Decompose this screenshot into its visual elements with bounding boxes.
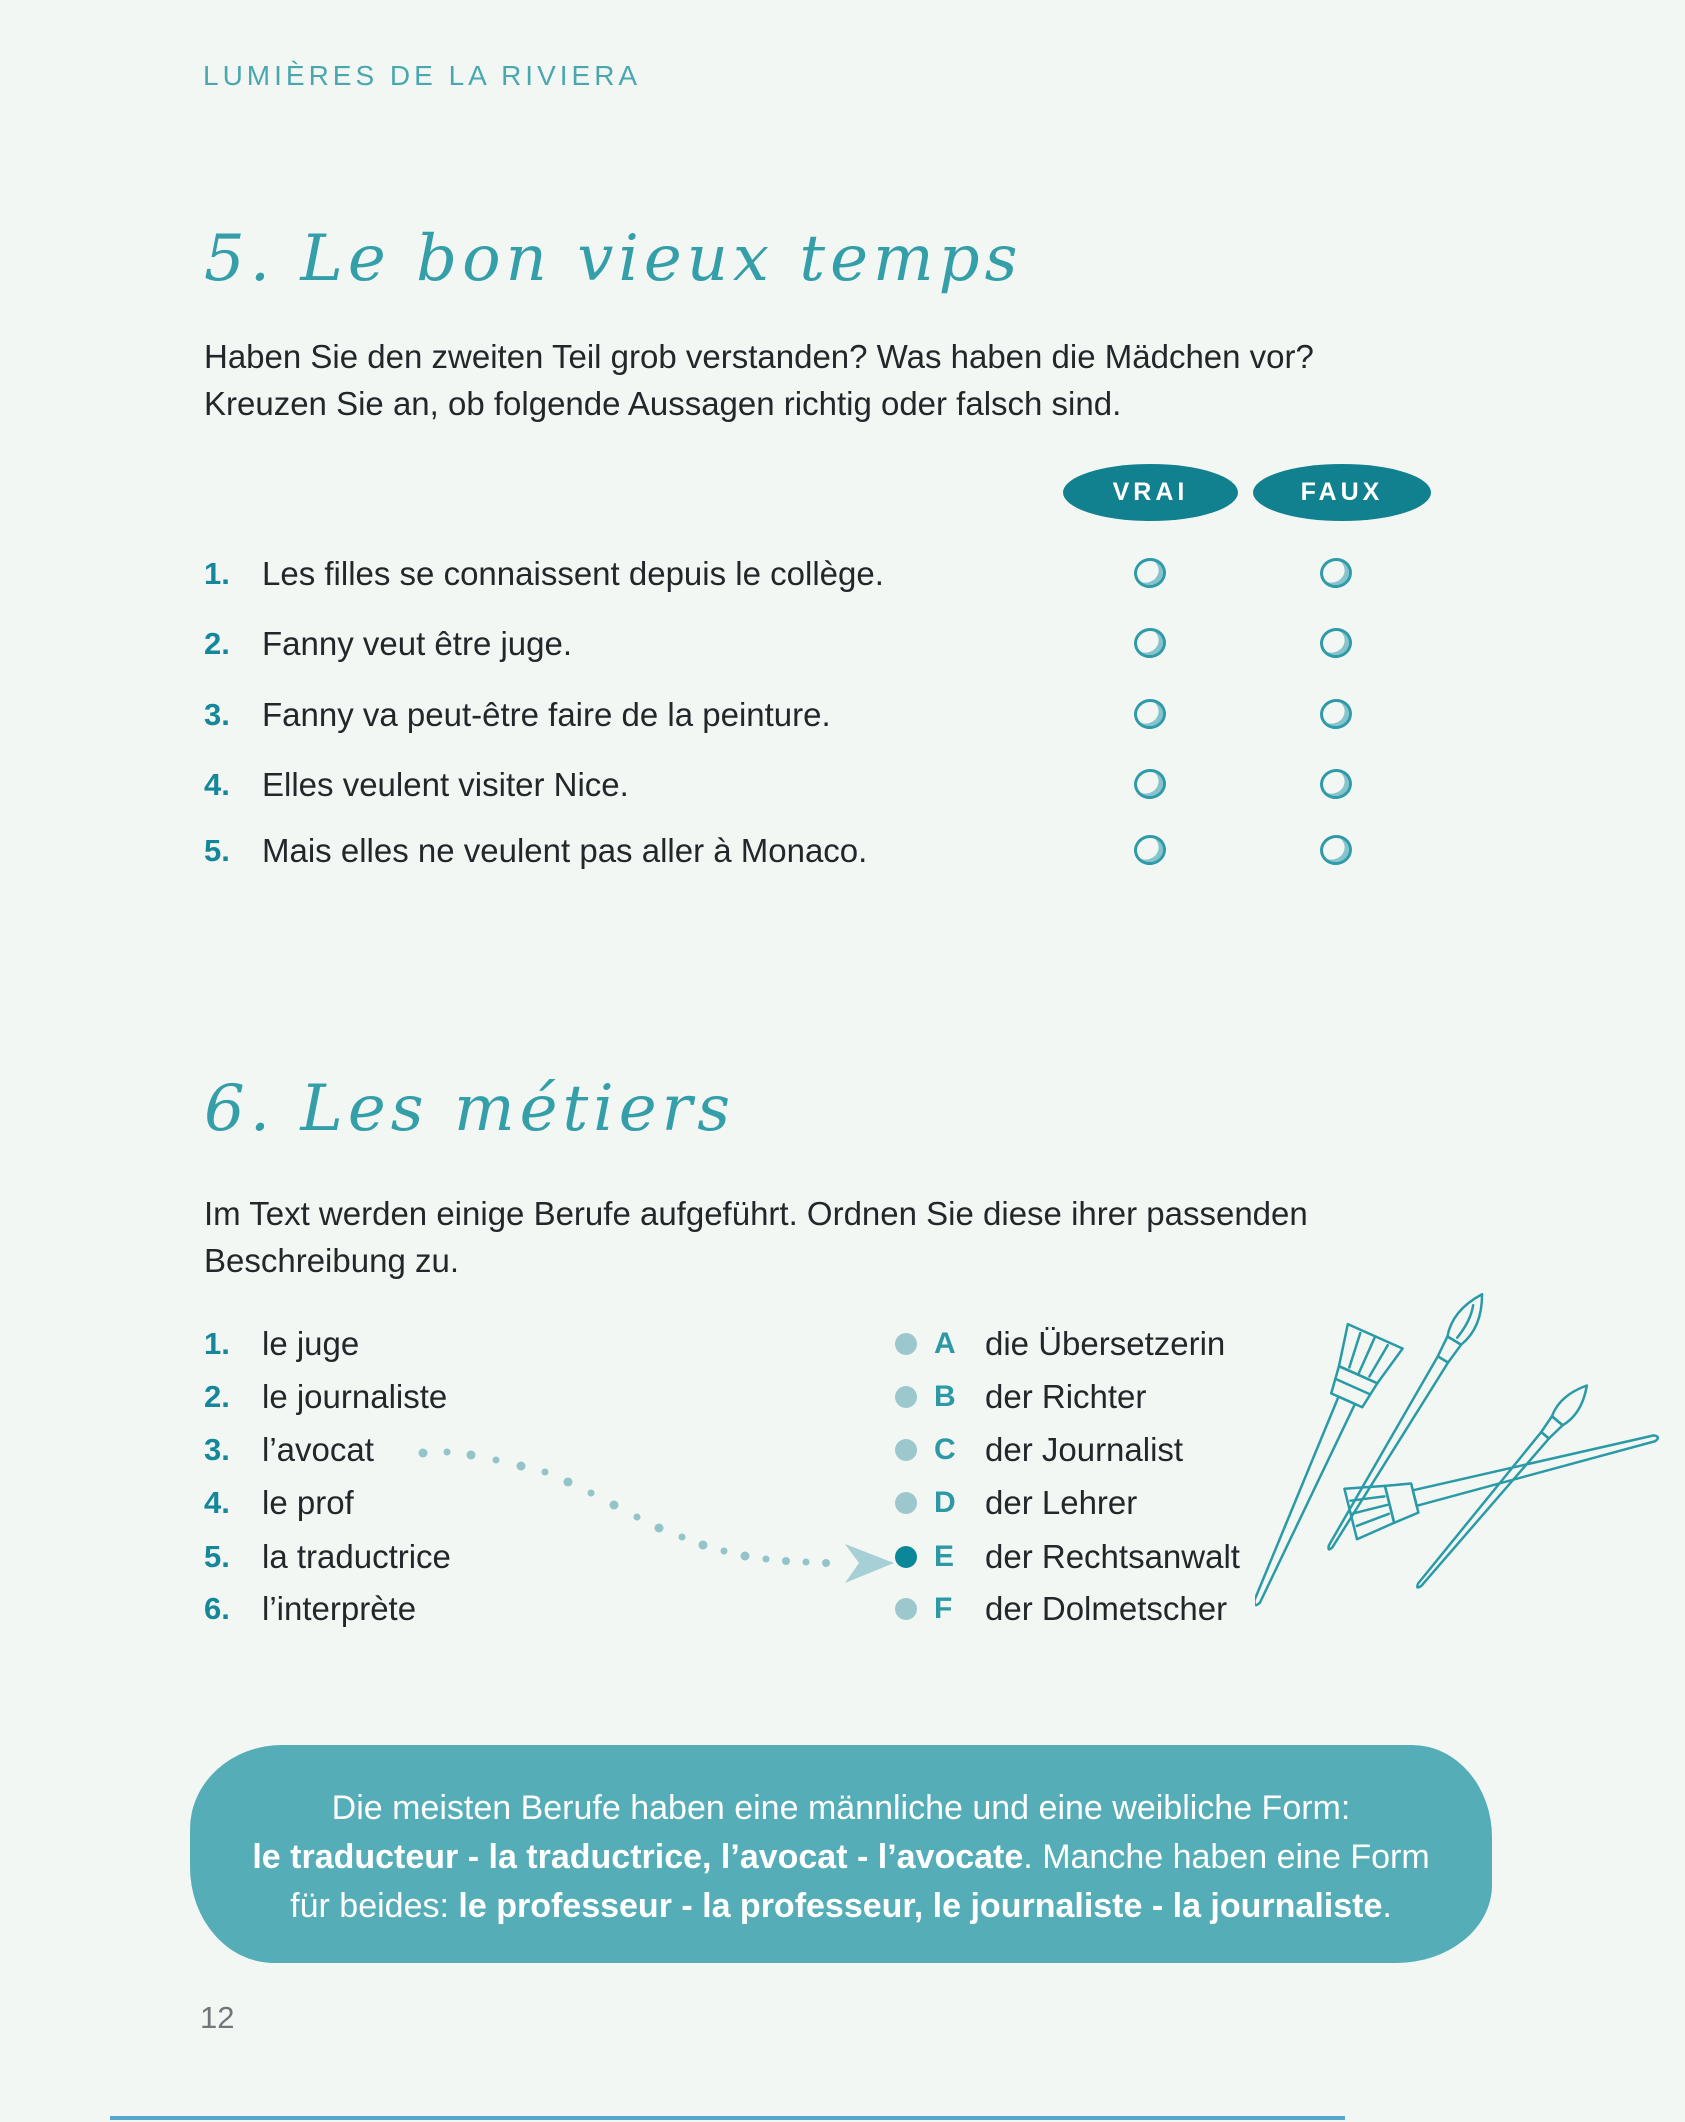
section5-title-text: Le bon vieux temps <box>300 222 1023 296</box>
statement-number: 3. <box>204 697 230 732</box>
match-dot-C[interactable] <box>895 1439 917 1461</box>
page-bottom-edge-line <box>110 2116 1345 2120</box>
item-text: le juge <box>262 1325 360 1362</box>
item-text: der Journalist <box>985 1431 1184 1468</box>
statement-row-1 <box>204 553 884 595</box>
item-letter: C <box>934 1433 956 1466</box>
item-number: 3. <box>204 1432 230 1467</box>
match-dot-E-selected[interactable] <box>895 1546 917 1568</box>
statement-number: 4. <box>204 767 230 802</box>
section5-number: 5. <box>204 222 276 296</box>
vrai-circle-4[interactable] <box>1132 767 1168 801</box>
round-brush-icon <box>1410 1379 1594 1593</box>
grammar-info-box <box>190 1745 1492 1963</box>
item-text: der Lehrer <box>985 1484 1138 1521</box>
faux-circle-2[interactable] <box>1318 626 1354 660</box>
item-text: die Übersetzerin <box>985 1325 1226 1362</box>
statement-text: Les filles se connaissent depuis le collège. <box>262 555 884 592</box>
page-header: LUMIÈRES DE LA RIVIERA <box>203 60 642 91</box>
section6-title <box>204 1072 735 1146</box>
match-left-item-1 <box>204 1323 359 1365</box>
match-dot-F[interactable] <box>895 1598 917 1620</box>
match-right-item-D <box>895 1482 1137 1524</box>
dotted-line-dots <box>419 1449 831 1568</box>
statement-row-4 <box>204 764 629 806</box>
item-text: l’interprète <box>262 1590 417 1627</box>
vrai-circle-2[interactable] <box>1132 626 1168 660</box>
faux-column-header: FAUX <box>1253 464 1431 521</box>
section6-number: 6. <box>204 1072 276 1146</box>
match-right-item-B <box>895 1376 1146 1418</box>
vrai-circle-3[interactable] <box>1132 697 1168 731</box>
faux-circle-1[interactable] <box>1318 556 1354 590</box>
info-line-3: für beides: le professeur - la professeur, le journaliste - la journaliste. <box>290 1887 1392 1925</box>
faux-circle-3[interactable] <box>1318 697 1354 731</box>
instruction-line: Kreuzen Sie an, ob folgende Aussagen richtig oder falsch sind. <box>204 385 1122 422</box>
paintbrushes-illustration <box>1255 1228 1685 1673</box>
item-text: der Dolmetscher <box>985 1590 1228 1627</box>
section6-instructions <box>204 1190 1308 1284</box>
item-number: 5. <box>204 1539 230 1574</box>
statement-row-5 <box>204 830 867 872</box>
item-text: der Richter <box>985 1378 1147 1415</box>
statement-row-2 <box>204 623 572 665</box>
statement-text: Elles veulent visiter Nice. <box>262 766 629 803</box>
section6-title-text: Les métiers <box>300 1072 736 1146</box>
statement-text: Fanny va peut-être faire de la peinture. <box>262 696 831 733</box>
page-number: 12 <box>200 2000 235 2035</box>
statement-text: Mais elles ne veulent pas aller à Monaco. <box>262 832 868 869</box>
faux-circle-5[interactable] <box>1318 833 1354 867</box>
vrai-circle-5[interactable] <box>1132 833 1168 867</box>
faux-circle-4[interactable] <box>1318 767 1354 801</box>
match-right-item-C <box>895 1429 1183 1471</box>
item-text: la traductrice <box>262 1538 451 1575</box>
vrai-column-header: VRAI <box>1063 464 1238 521</box>
item-letter: A <box>934 1327 956 1360</box>
section5-title <box>204 222 1022 296</box>
match-left-item-2 <box>204 1376 447 1418</box>
item-number: 1. <box>204 1326 230 1361</box>
item-letter: D <box>934 1486 956 1519</box>
item-text: l’avocat <box>262 1431 374 1468</box>
match-dot-B[interactable] <box>895 1386 917 1408</box>
match-right-item-A <box>895 1323 1225 1365</box>
match-left-item-4 <box>204 1482 354 1524</box>
item-text: der Rechtsanwalt <box>985 1538 1240 1575</box>
statement-number: 5. <box>204 833 230 868</box>
item-text: le journaliste <box>262 1378 448 1415</box>
info-line-2: le traducteur - la traductrice, l’avocat - l’avocate. Manche haben eine Form <box>252 1838 1430 1876</box>
instruction-line: Im Text werden einige Berufe aufgeführt. Ordnen Sie diese ihrer passenden <box>204 1195 1308 1232</box>
section5-instructions <box>204 333 1314 427</box>
item-number: 6. <box>204 1591 230 1626</box>
item-number: 4. <box>204 1485 230 1520</box>
match-left-item-6 <box>204 1588 416 1630</box>
match-right-item-F <box>895 1588 1227 1630</box>
item-letter: B <box>934 1380 956 1413</box>
statement-number: 2. <box>204 626 230 661</box>
match-dot-D[interactable] <box>895 1492 917 1514</box>
item-text: le prof <box>262 1484 354 1521</box>
example-dotted-connection-line <box>390 1430 900 1600</box>
match-left-item-3 <box>204 1429 374 1471</box>
info-line-1: Die meisten Berufe haben eine männliche und eine weibliche Form: <box>331 1789 1351 1827</box>
instruction-line: Beschreibung zu. <box>204 1242 459 1279</box>
statement-number: 1. <box>204 556 230 591</box>
item-letter: F <box>934 1592 953 1625</box>
instruction-line: Haben Sie den zweiten Teil grob verstanden? Was haben die Mädchen vor? <box>204 338 1314 375</box>
arrowhead-icon <box>845 1544 894 1583</box>
item-letter: E <box>934 1540 955 1573</box>
vrai-circle-1[interactable] <box>1132 556 1168 590</box>
item-number: 2. <box>204 1379 230 1414</box>
statement-row-3 <box>204 694 831 736</box>
match-right-item-E <box>895 1536 1240 1578</box>
match-dot-A[interactable] <box>895 1333 917 1355</box>
statement-text: Fanny veut être juge. <box>262 625 573 662</box>
